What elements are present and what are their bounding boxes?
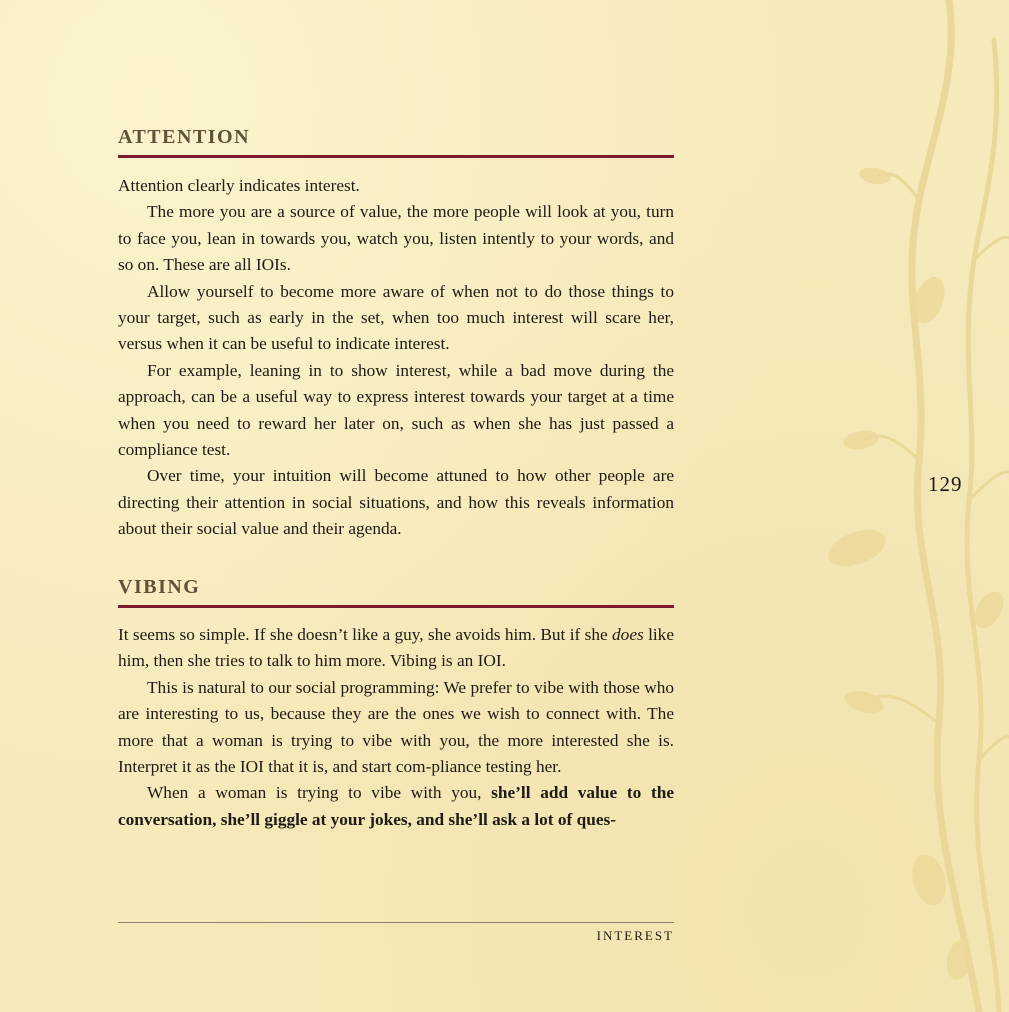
section-title-vibing: VIBING — [118, 576, 674, 608]
text-run: When a woman is trying to vibe with you, — [147, 783, 492, 803]
footer-divider — [118, 922, 674, 923]
italic-emphasis: does — [612, 625, 644, 644]
vine-ornament-decoration — [809, 0, 1009, 1012]
section-body-attention — [118, 173, 674, 543]
paragraph: Attention clearly indicates interest. — [118, 176, 360, 195]
paragraph — [118, 622, 674, 675]
section-body-vibing — [118, 622, 674, 833]
text-run: like him, then she tries to talk to him more. Vibing is an IOI. — [118, 625, 674, 671]
paragraph — [118, 780, 674, 833]
paragraph: This is natural to our social programming: We prefer to vibe with those who are interesting to us, because they are the ones we wish to connect with. The more that a woman is trying to vibe with you, the more interested she is. Interpret it as the IOI that it is, and start com-pliance testing her. — [118, 677, 674, 777]
bold-emphasis: she’ll add value to the conversation, she’ll giggle at your jokes, and she’ll ask a lot of ques- — [118, 783, 674, 829]
paragraph: Over time, your intuition will become attuned to how other people are directing their attention in social situations, and how this reveals information about their social value and their agenda. — [118, 466, 674, 539]
paragraph: For example, leaning in to show interest, while a bad move during the approach, can be a useful way to express interest towards your target at a time when you need to reward her later on, such as when she has just passed a compliance test. — [118, 360, 674, 460]
running-footer-title: INTEREST — [596, 928, 674, 943]
text-run: It seems so simple. If she doesn’t like a guy, she avoids him. But if she — [118, 625, 613, 644]
paragraph: Allow yourself to become more aware of when not to do those things to your target, such as early in the set, when too much interest will scare her, versus when it can be useful to indicate interest. — [118, 281, 674, 354]
page-number: 129 — [928, 472, 963, 496]
paragraph: The more you are a source of value, the more people will look at you, turn to face you, lean in towards you, watch you, listen intently to your words, and so on. These are all IOIs. — [118, 202, 674, 275]
section-title-attention: ATTENTION — [118, 126, 674, 158]
